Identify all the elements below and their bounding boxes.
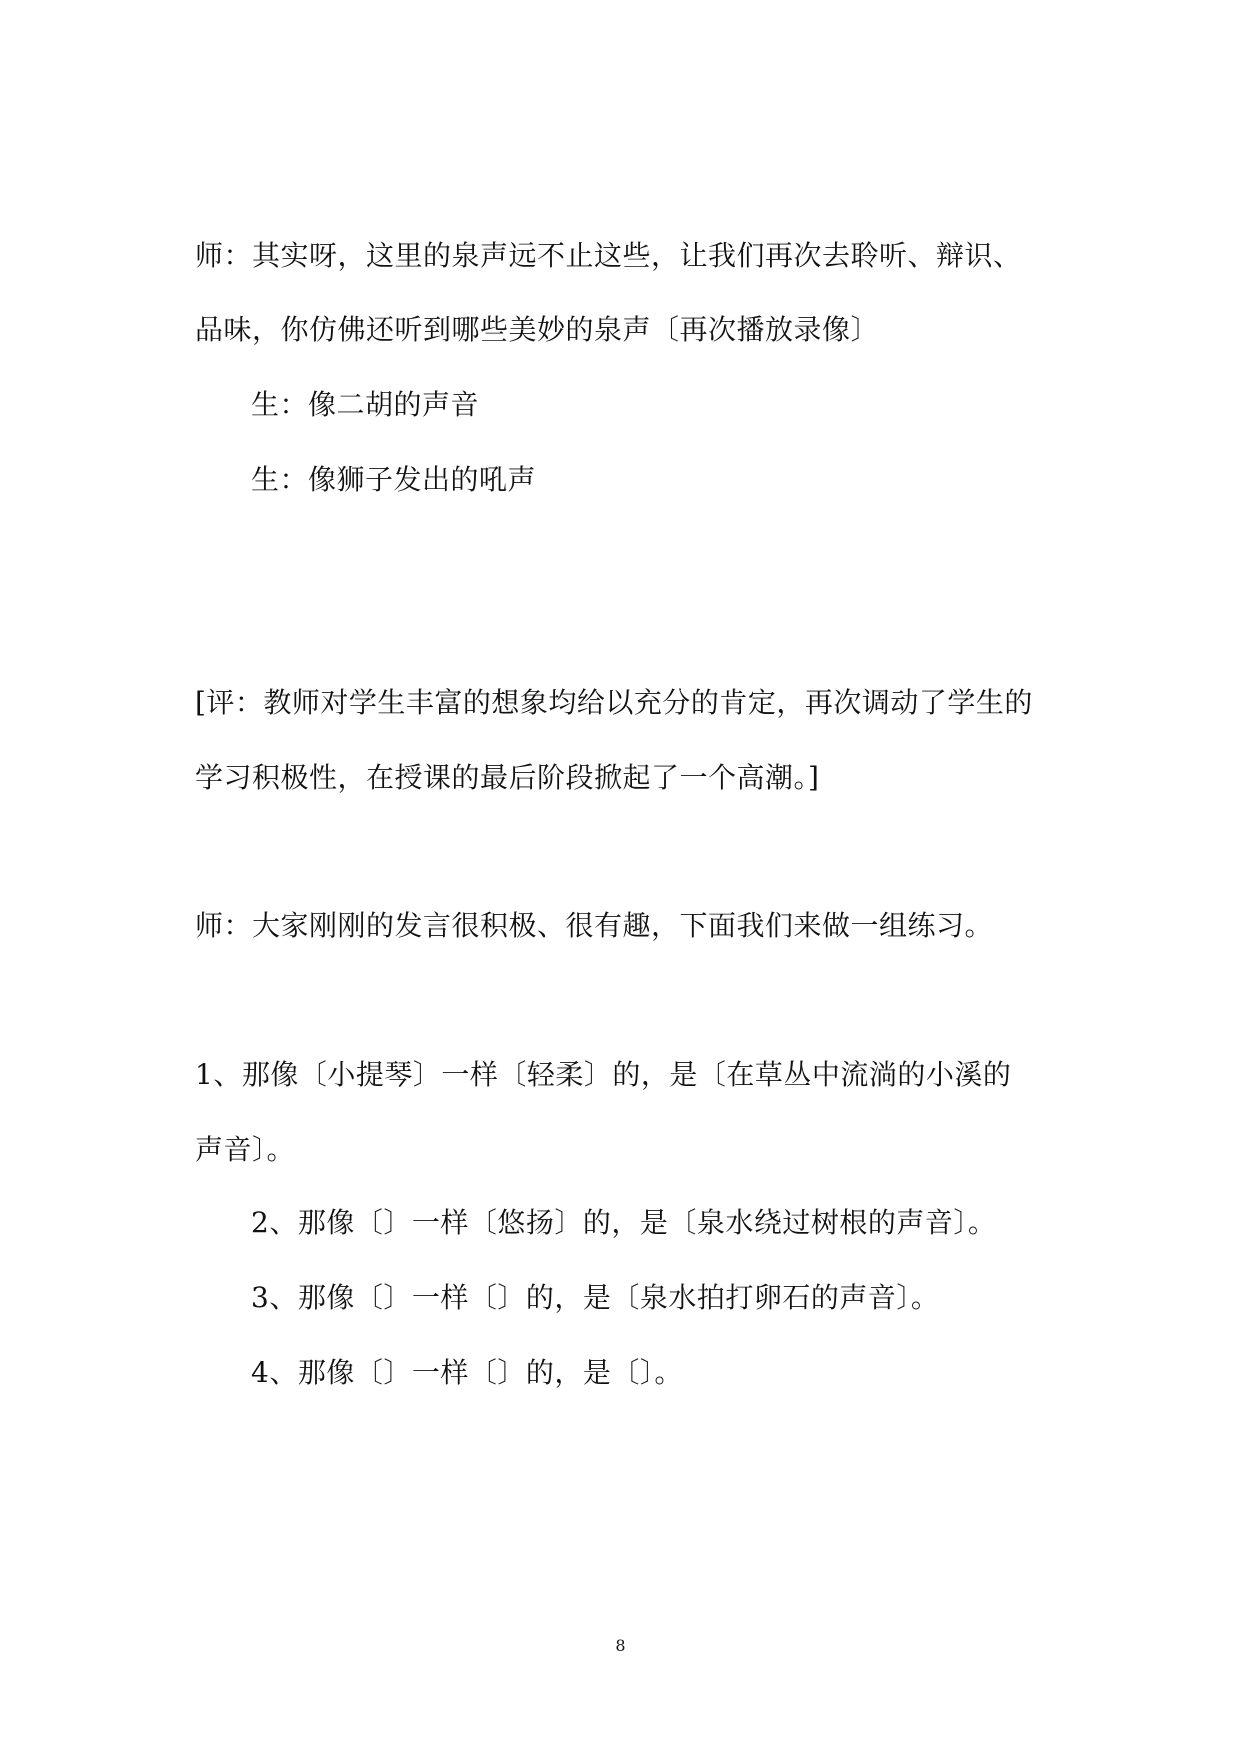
exercise-line: 4、那像〔〕一样〔〕的，是〔〕。 (251, 1356, 683, 1389)
paragraph-line: 师：其实呀，这里的泉声远不止这些，让我们再次去聆听、辩识、 (195, 239, 1022, 272)
comment-line: [评：教师对学生丰富的想象均给以充分的肯定，再次调动了学生的 (195, 686, 1033, 719)
page-number: 8 (615, 1636, 626, 1655)
paragraph-line: 品味，你仿佛还听到哪些美妙的泉声〔再次播放录像〕 (195, 313, 880, 346)
paragraph-line: 师：大家刚刚的发言很积极、很有趣，下面我们来做一组练习。 (195, 909, 994, 942)
paragraph-line: 生：像二胡的声音 (251, 388, 480, 421)
exercise-line: 声音〕。 (195, 1133, 296, 1166)
comment-line: 学习积极性，在授课的最后阶段掀起了一个高潮。] (195, 761, 820, 794)
exercise-line: 2、那像〔〕一样〔悠扬〕的，是〔泉水绕过树根的声音〕。 (251, 1206, 997, 1239)
paragraph-line: 生：像狮子发出的吼声 (251, 463, 537, 496)
exercise-line: 1、那像〔小提琴〕一样〔轻柔〕的，是〔在草丛中流淌的小溪的 (195, 1058, 1012, 1091)
exercise-line: 3、那像〔〕一样〔〕的，是〔泉水拍打卵石的声音〕。 (251, 1281, 940, 1314)
